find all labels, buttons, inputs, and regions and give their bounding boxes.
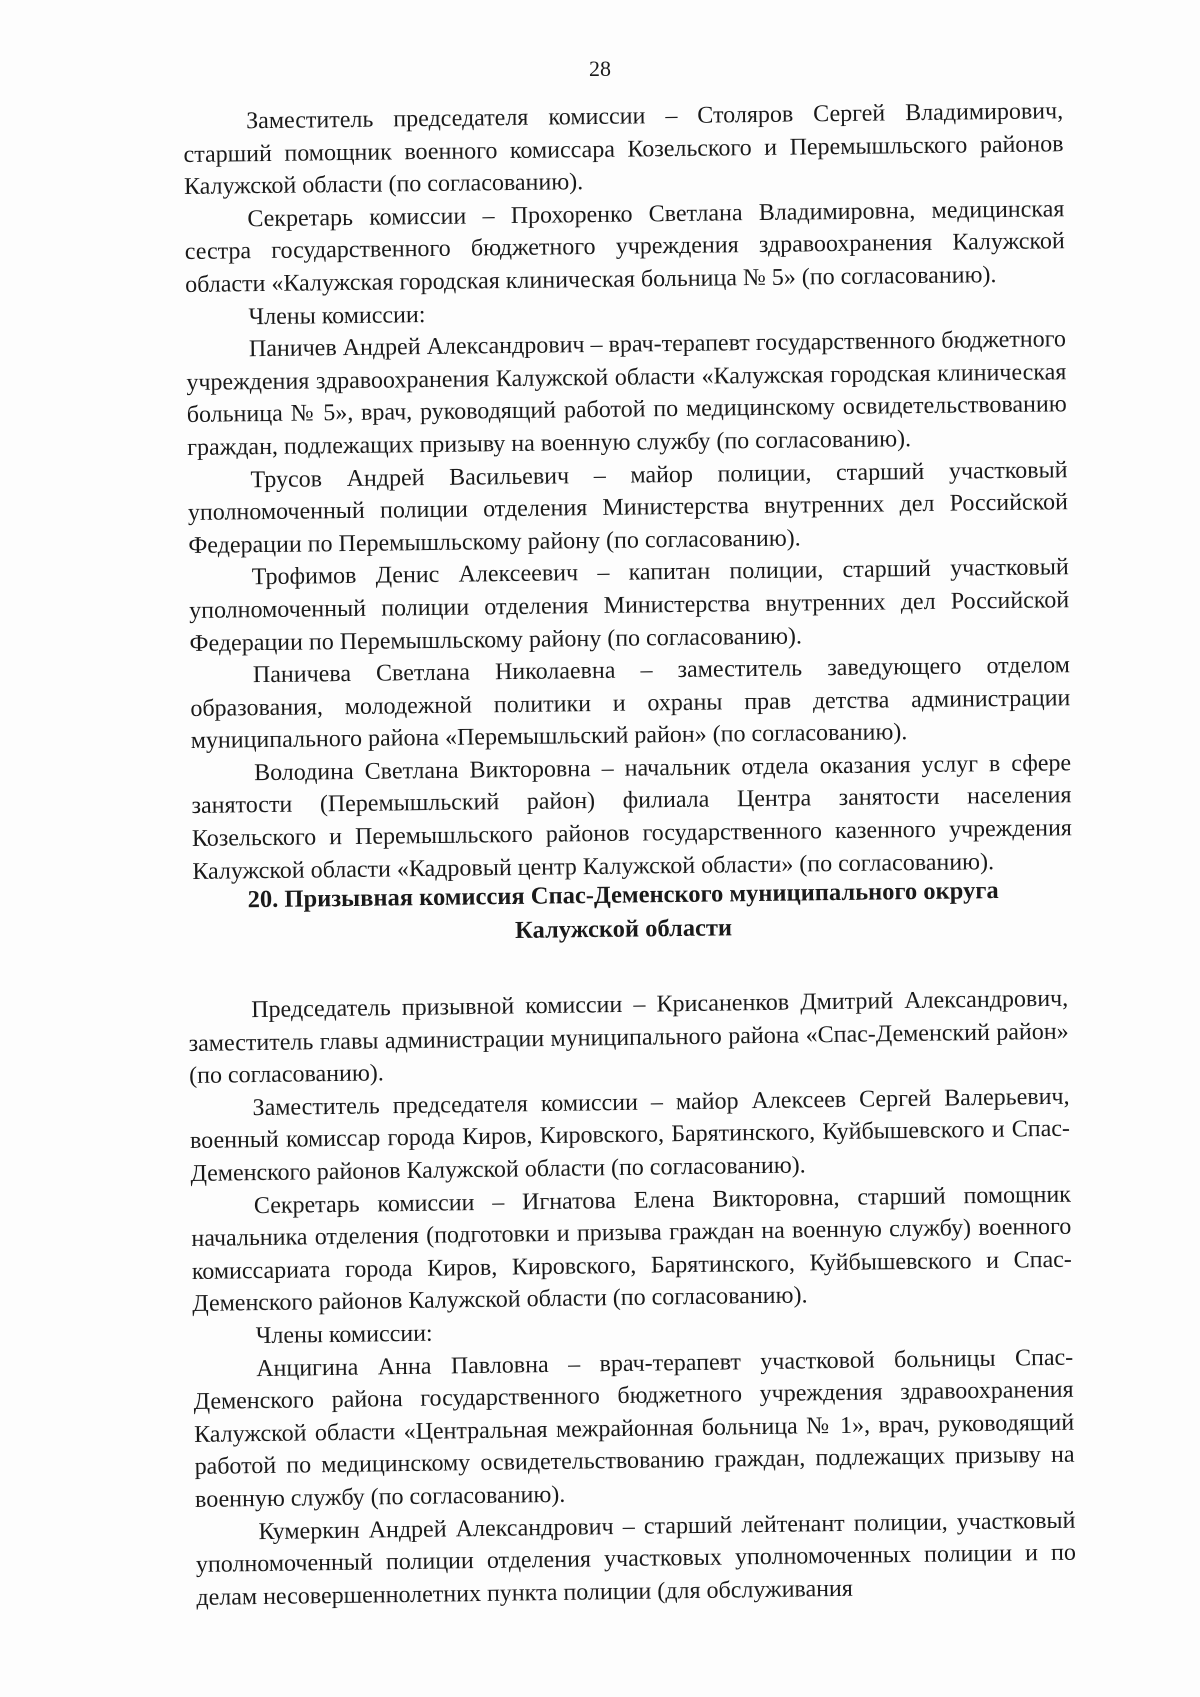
commission-members-section [183, 95, 1072, 888]
paragraph-member: Трофимов Денис Алексеевич – капитан полиции, старший участковый уполномоченный полиции отделения Министерства внутренних дел Российской Федерации по Перемышльскому району (по согласованию). [189, 554, 1070, 657]
section-heading-line1: 20. Призывная комиссия Спас-Деменского муниципального округа [247, 877, 999, 914]
paragraph-member: Паничева Светлана Николаевна – заместитель заведующего отделом образования, молодежной политики и охраны прав детства администрации муниципального района «Перемышльский район» (по согласованию). [190, 652, 1071, 755]
paragraph-members-heading: Члены комиссии: [255, 1320, 433, 1350]
paragraph-deputy-chairman: Заместитель председателя комиссии – майор Алексеев Сергей Валерьевич, военный комиссар города Киров, Кировского, Барятинского, Куйбышевского и Спас-Деменского районов Калужской области (по согласованию). [189, 1083, 1071, 1187]
paragraph-secretary: Секретарь комиссии – Игнатова Елена Викторовна, старший помощник начальника отделения (подготовки и призыва граждан на военную службу) военного комиссариата города Киров, Кировского, Барятинского, Куйбышевского и Спас-Деменского районов Калужской области (по согласованию). [191, 1181, 1072, 1318]
section-heading [183, 873, 1064, 952]
paragraph-member: Трусов Андрей Васильевич – майор полиции, старший участковый уполномоченный полиции отделения Министерства внутренних дел Российской Федерации по Перемышльскому району (по согласованию). [187, 456, 1069, 559]
paragraph-secretary: Секретарь комиссии – Прохоренко Светлана Владимировна, медицинская сестра государственного бюджетного учреждения здравоохранения Калужской области «Калужская городская клиническая больница № 5» (по согласованию). [184, 196, 1065, 298]
paragraph-members-heading: Члены комиссии: [248, 301, 426, 330]
paragraph-member: Паничев Андрей Александрович – врач-терапевт государственного бюджетного учреждения здравоохранения Калужской области «Калужская городская клиническая больница № 5», врач, руководящий работой по медицинскому освидетельствованию граждан, подлежащих призыву на военную службу (по согласованию). [186, 326, 1067, 461]
paragraph-member: Кумеркин Андрей Александрович – старший лейтенант полиции, участковый уполномоченный полиции отделения участковых уполномоченных полиции и по делам несовершеннолетних пункта полиции (для обслуживания [195, 1507, 1077, 1611]
spas-demensk-commission-section [188, 983, 1077, 1615]
paragraph-chairman: Председатель призывной комиссии – Крисаненков Дмитрий Александрович, заместитель главы администрации муниципального района «Спас-Деменский район» (по согласованию). [188, 985, 1069, 1090]
section-heading-line2: Калужской области [514, 914, 733, 944]
paragraph-member: Володина Светлана Викторовна – начальник отдела оказания услуг в сфере занятости (Перемышльский район) филиала Центра занятости населения Козельского и Перемышльского районов государственного казенного учреждения Калужской области «Кадровый центр Калужской области» (по согласованию). [191, 750, 1073, 885]
paragraph-member: Анцигина Анна Павловна – врач-терапевт участковой больницы Спас-Деменского района государственного бюджетного учреждения здравоохранения Калужской области «Центральная межрайонная больница № 1», врач, руководящий работой по медицинскому освидетельствованию граждан, подлежащих призыву на военную службу (по согласованию). [193, 1344, 1075, 1513]
page-number: 28 [589, 56, 611, 81]
paragraph-deputy-chairman: Заместитель председателя комиссии – Столяров Сергей Владимирович, старший помощник военного комиссара Козельского и Перемышльского районов Калужской области (по согласованию). [183, 98, 1064, 201]
